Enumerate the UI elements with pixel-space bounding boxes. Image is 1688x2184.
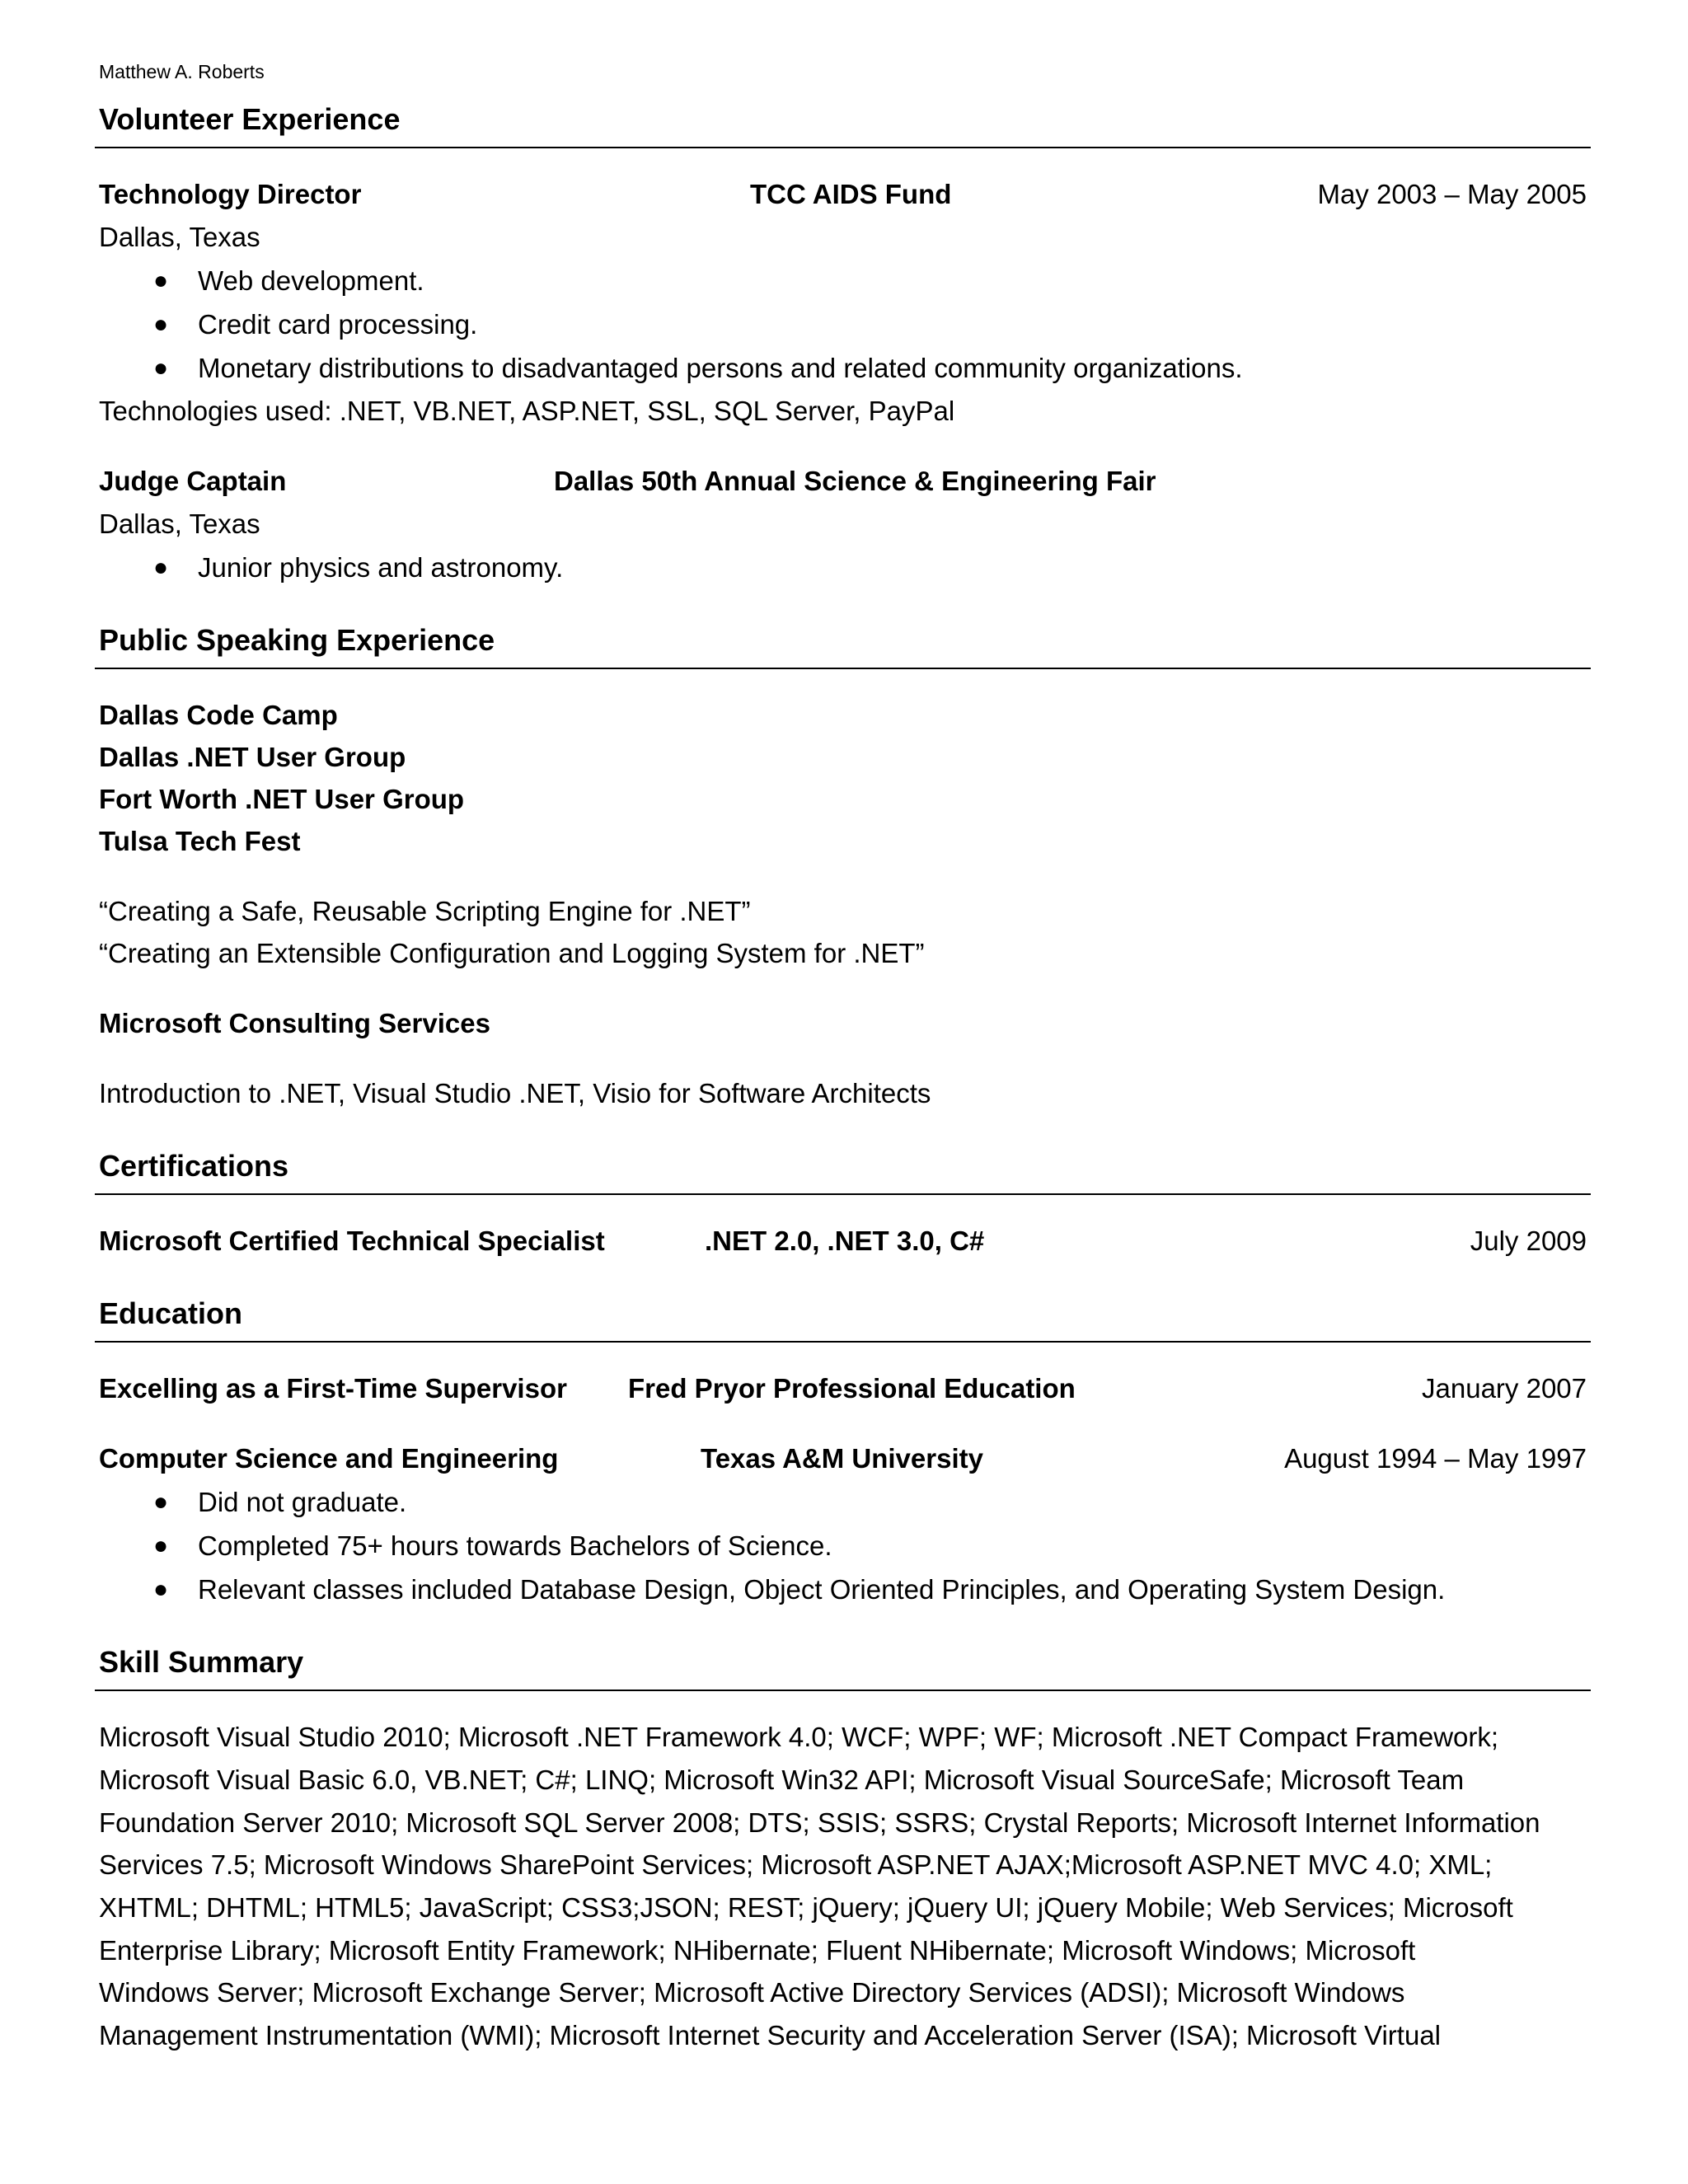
- edu-dates: August 1994 – May 1997: [1284, 1443, 1587, 1474]
- entry-org: Dallas 50th Annual Science & Engineering Fair: [554, 466, 1156, 496]
- section-divider: [95, 1690, 1591, 1691]
- skills-line: Management Instrumentation (WMI); Microsoft Internet Security and Acceleration Server (ISA); Microsoft Virtual: [99, 2020, 1442, 2050]
- technologies-used: Technologies used: .NET, VB.NET, ASP.NET, SSL, SQL Server, PayPal: [99, 396, 955, 426]
- skills-line: Foundation Server 2010; Microsoft SQL Server 2008; DTS; SSIS; SSRS; Crystal Reports; Microsoft Internet Information: [99, 1807, 1540, 1838]
- bullet-text: Did not graduate.: [198, 1487, 407, 1517]
- bullet-icon: ●: [153, 354, 169, 382]
- bullet-icon: ●: [153, 1488, 169, 1516]
- header-name: Matthew A. Roberts: [99, 61, 265, 82]
- edu-program: Computer Science and Engineering: [99, 1443, 559, 1474]
- speaking-venue: Dallas Code Camp: [99, 700, 338, 730]
- section-title-speaking: Public Speaking Experience: [99, 623, 495, 657]
- bullet-text: Completed 75+ hours towards Bachelors of Science.: [198, 1530, 832, 1561]
- speaking-venue: Dallas .NET User Group: [99, 742, 406, 772]
- edu-dates: January 2007: [1422, 1373, 1587, 1404]
- entry-org: TCC AIDS Fund: [750, 179, 952, 209]
- skills-line: Microsoft Visual Basic 6.0, VB.NET; C#; LINQ; Microsoft Win32 API; Microsoft Visual SourceSafe; Microsoft Team: [99, 1765, 1465, 1795]
- mcs-topics: Introduction to .NET, Visual Studio .NET, Visio for Software Architects: [99, 1078, 931, 1108]
- entry-dates: May 2003 – May 2005: [1317, 179, 1587, 209]
- section-title-education: Education: [99, 1296, 243, 1330]
- talk-title: “Creating a Safe, Reusable Scripting Engine for .NET”: [99, 896, 751, 926]
- bullet-text: Credit card processing.: [198, 309, 478, 340]
- edu-program: Excelling as a First-Time Supervisor: [99, 1373, 567, 1404]
- section-divider: [95, 147, 1591, 148]
- section-title-volunteer: Volunteer Experience: [99, 102, 401, 136]
- entry-role: Technology Director: [99, 179, 362, 209]
- entry-location: Dallas, Texas: [99, 222, 260, 252]
- section-title-certifications: Certifications: [99, 1149, 289, 1183]
- section-title-skills: Skill Summary: [99, 1645, 304, 1679]
- bullet-icon: ●: [153, 1576, 169, 1603]
- mcs-title: Microsoft Consulting Services: [99, 1008, 490, 1038]
- bullet-icon: ●: [153, 1532, 169, 1559]
- cert-detail: .NET 2.0, .NET 3.0, C#: [705, 1226, 985, 1256]
- bullet-text: Junior physics and astronomy.: [198, 552, 564, 583]
- section-divider: [95, 1341, 1591, 1343]
- bullet-icon: ●: [153, 311, 169, 338]
- entry-role: Judge Captain: [99, 466, 287, 496]
- cert-name: Microsoft Certified Technical Specialist: [99, 1226, 605, 1256]
- cert-date: July 2009: [1470, 1226, 1587, 1256]
- bullet-text: Web development.: [198, 265, 424, 296]
- entry-location: Dallas, Texas: [99, 509, 260, 539]
- skills-line: XHTML; DHTML; HTML5; JavaScript; CSS3;JSON; REST; jQuery; jQuery UI; jQuery Mobile; Web Services; Microsoft: [99, 1892, 1513, 1923]
- section-divider: [95, 668, 1591, 669]
- bullet-icon: ●: [153, 267, 169, 294]
- talk-title: “Creating an Extensible Configuration and Logging System for .NET”: [99, 938, 925, 968]
- section-divider: [95, 1193, 1591, 1195]
- skills-line: Windows Server; Microsoft Exchange Server; Microsoft Active Directory Services (ADSI); Microsoft Windows: [99, 1977, 1405, 2008]
- speaking-venue: Fort Worth .NET User Group: [99, 784, 465, 814]
- skills-line: Microsoft Visual Studio 2010; Microsoft .NET Framework 4.0; WCF; WPF; WF; Microsoft .NET Compact Framework;: [99, 1722, 1499, 1752]
- bullet-icon: ●: [153, 554, 169, 581]
- skills-line: Services 7.5; Microsoft Windows SharePoint Services; Microsoft ASP.NET AJAX;Microsoft ASP.NET MVC 4.0; XML;: [99, 1849, 1493, 1880]
- skills-line: Enterprise Library; Microsoft Entity Framework; NHibernate; Fluent NHibernate; Microsoft Windows; Microsoft: [99, 1935, 1416, 1966]
- edu-school: Texas A&M University: [701, 1443, 983, 1474]
- bullet-text: Relevant classes included Database Design, Object Oriented Principles, and Operating System Design.: [198, 1574, 1446, 1605]
- edu-school: Fred Pryor Professional Education: [628, 1373, 1076, 1404]
- speaking-venue: Tulsa Tech Fest: [99, 826, 301, 856]
- bullet-text: Monetary distributions to disadvantaged persons and related community organizations.: [198, 353, 1243, 383]
